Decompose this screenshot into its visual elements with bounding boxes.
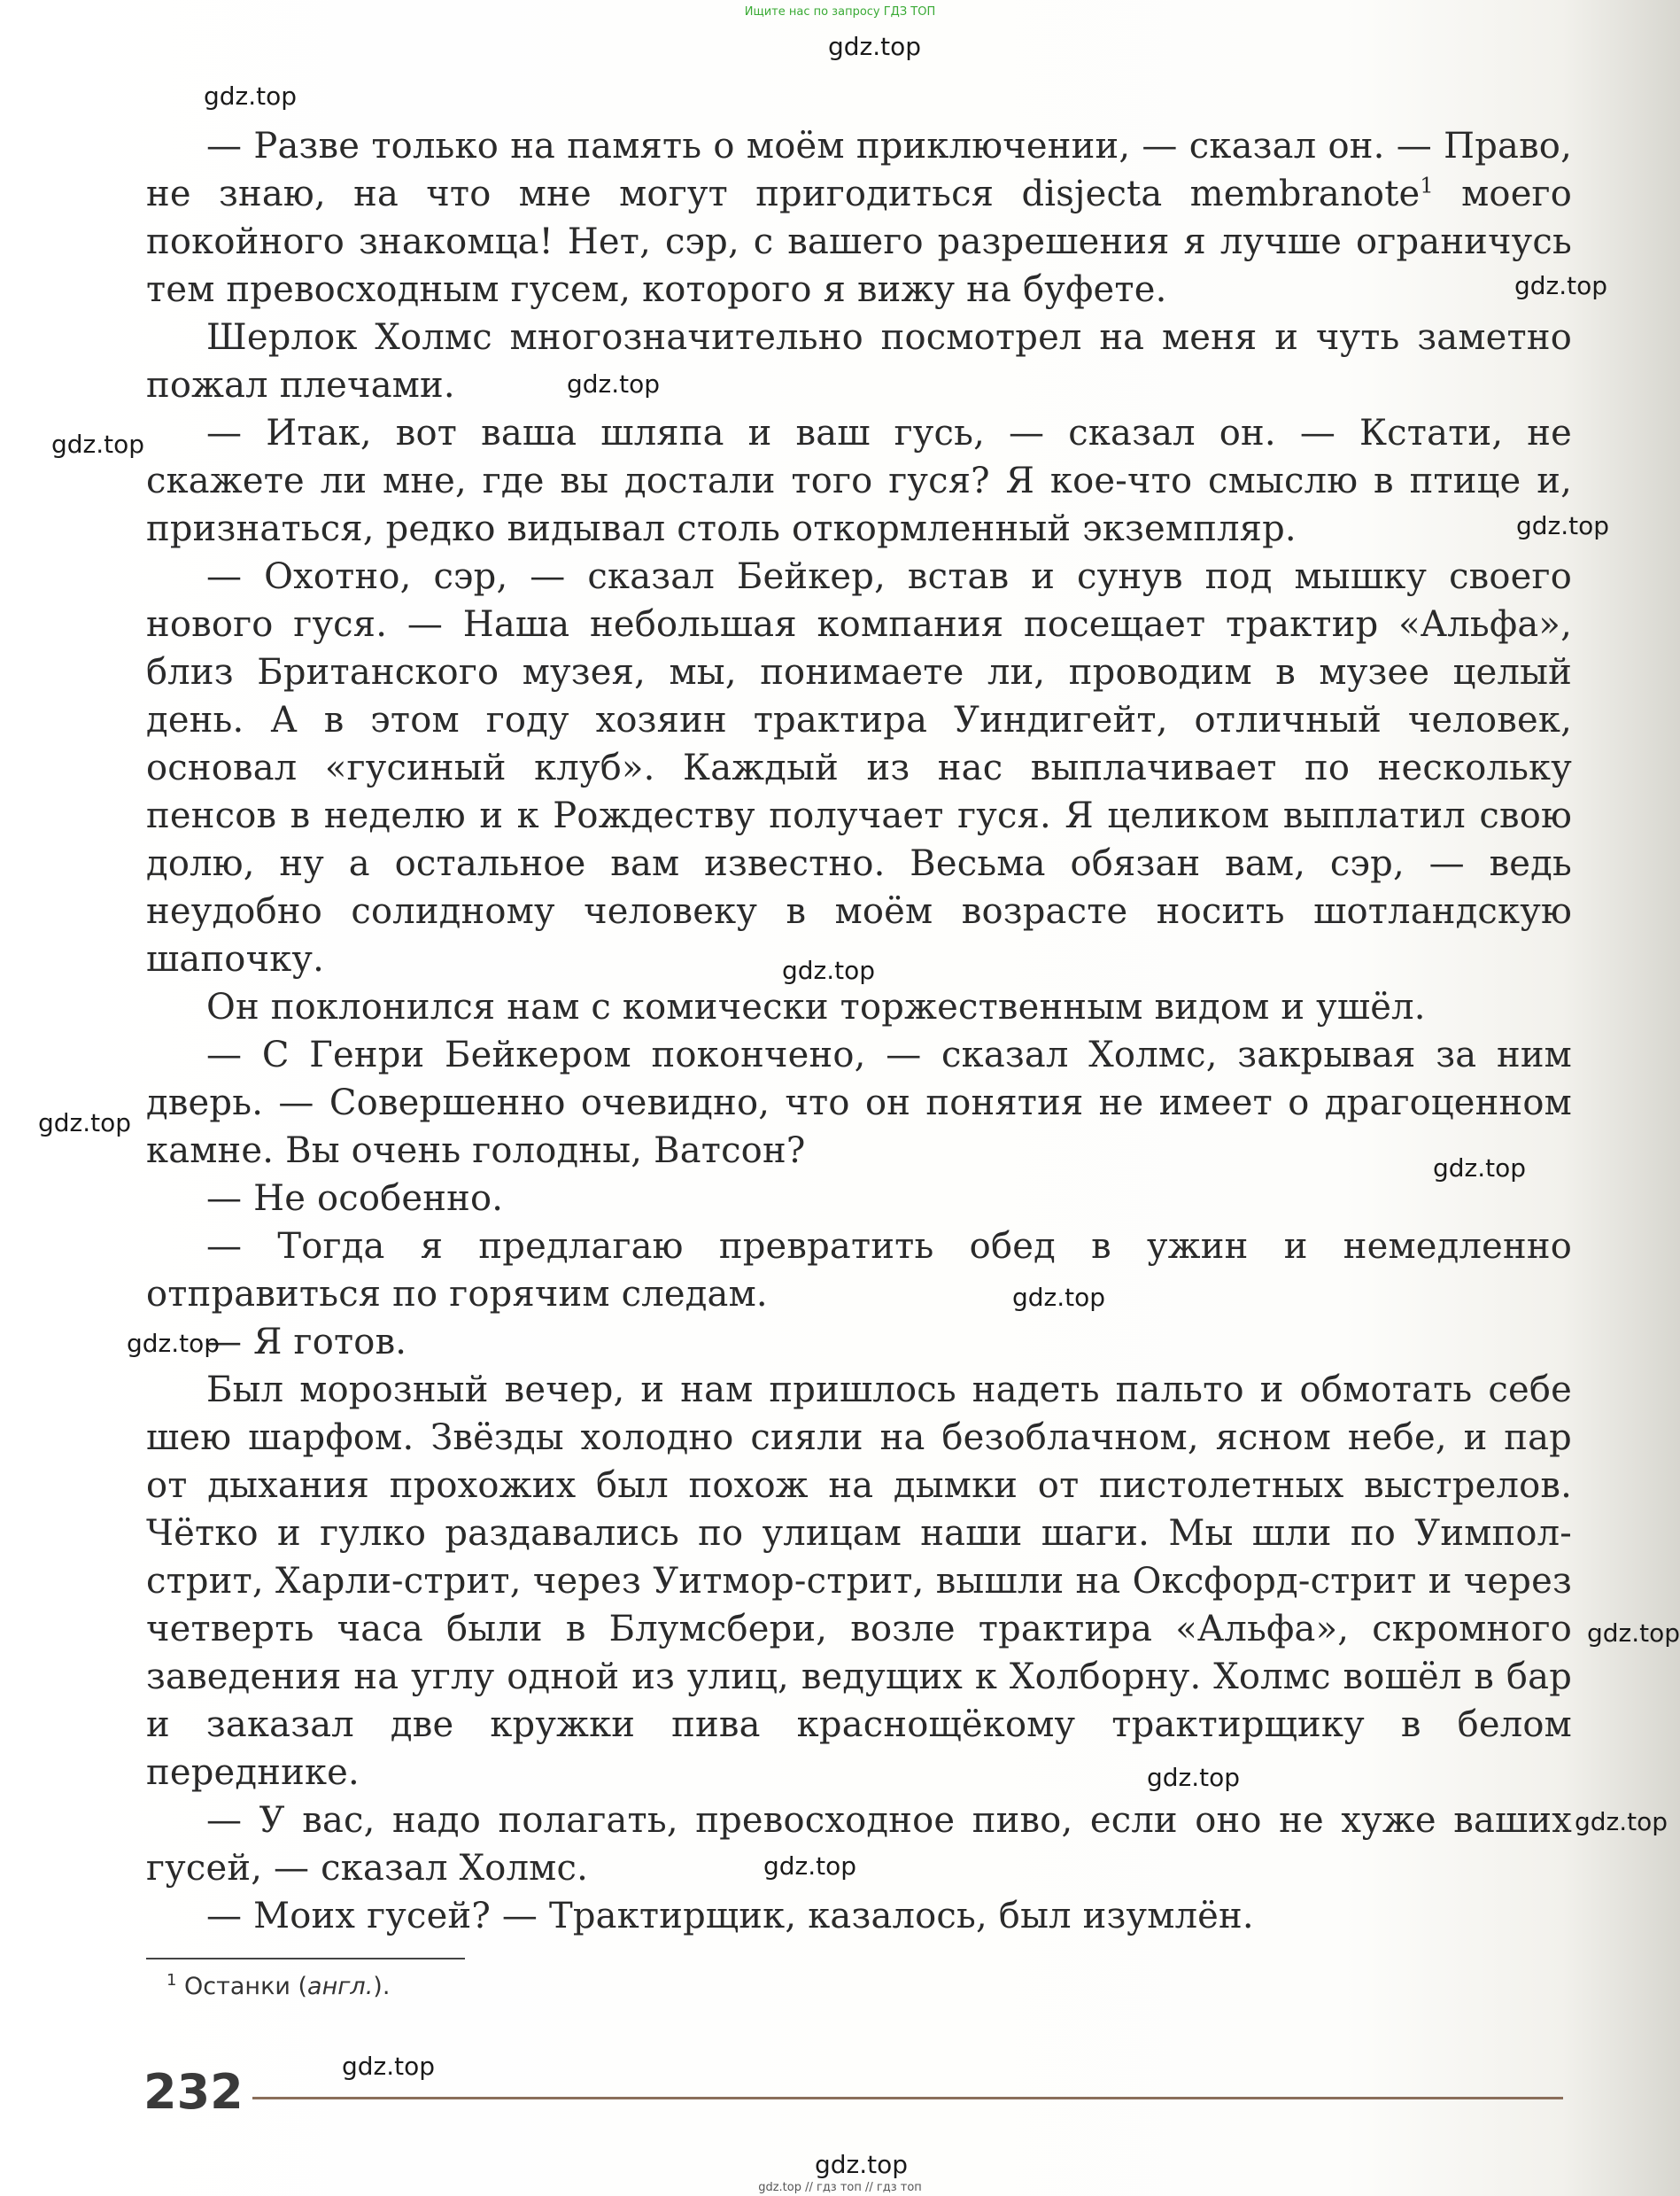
- paragraph: — Я готов.: [206, 1322, 407, 1362]
- watermark: gdz.top: [567, 369, 661, 399]
- paragraph-text: — Разве только на память о моём приключении, — сказал он. — Право, не знаю, на что мне могут пригодиться disjecta membranote: [146, 126, 1572, 214]
- paragraph: [146, 122, 1572, 314]
- watermark: gdz.top: [1575, 1807, 1668, 1836]
- top-banner: Ищите нас по запросу ГДЗ ТОП: [744, 5, 936, 19]
- footnote-mark: 1: [166, 1971, 177, 1990]
- watermark: gdz.top: [1516, 511, 1610, 540]
- paragraph-text-cont: моего покойного знакомца! Нет, сэр, с вашего разрешения я лучше ограничусь тем превосходным гусем, которого я вижу на буфете.: [146, 174, 1572, 310]
- bottom-banner: gdz.top // гдз топ // гдз топ: [758, 2181, 922, 2194]
- footnote-text: Останки (: [184, 1973, 308, 2000]
- paragraph: Был морозный вечер, и нам пришлось надеть пальто и обмотать себе шею шарфом. Звёзды холодно сияли на безоблачном, ясном небе, и пар от дыхания прохожих был похож на дымки от пистолетных выстрелов. Чётко и гулко раздавались по улицам наши шаги. Мы шли по Уимпол-стрит, Харли-стрит, через Уитмор-стрит, вышли на Оксфорд-стрит и через четверть часа были в Блумсбери, возле трактира «Альфа», скромного заведения на углу одной из улиц, ведущих к Холборну. Холмс вошёл в бар и заказал две кружки пива краснощёкому трактирщику в белом переднике.: [146, 1370, 1572, 1793]
- watermark: gdz.top: [38, 1108, 132, 1137]
- page-footer-rule: [252, 2097, 1563, 2099]
- footnote-italic: англ.: [307, 1973, 374, 2000]
- paragraph: Он поклонился нам с комически торжественным видом и ушёл.: [206, 987, 1426, 1028]
- watermark: gdz.top: [782, 956, 876, 985]
- watermark: gdz.top: [828, 32, 922, 61]
- watermark: gdz.top: [763, 1851, 857, 1881]
- paragraph: — С Генри Бейкером покончено, — сказал Холмс, закрывая за ним дверь. — Совершенно очевидно, что он понятия не имеет о драгоценном камне. Вы очень голодны, Ватсон?: [146, 1035, 1572, 1171]
- paragraph: — Тогда я предлагаю превратить обед в ужин и немедленно отправиться по горячим следам.: [146, 1226, 1572, 1315]
- watermark: gdz.top: [204, 81, 298, 111]
- watermark: gdz.top: [127, 1329, 221, 1358]
- watermark: gdz.top: [1514, 271, 1608, 300]
- watermark: gdz.top: [1433, 1153, 1527, 1183]
- story-text: [146, 122, 1572, 1940]
- footnote: [166, 1971, 390, 2000]
- footnote-divider: [146, 1958, 465, 1959]
- paragraph: — Моих гусей? — Трактирщик, казалось, был изумлён.: [206, 1896, 1254, 1936]
- paragraph: — Итак, вот ваша шляпа и ваш гусь, — сказал он. — Кстати, не скажете ли мне, где вы достали того гуся? Я кое-что смыслю в птице и, признаться, редко видывал столь откормленный экземпляр.: [146, 413, 1572, 549]
- watermark: gdz.top: [815, 2150, 909, 2179]
- watermark: gdz.top: [1147, 1763, 1241, 1792]
- watermark: gdz.top: [1012, 1283, 1106, 1312]
- paragraph: — Охотно, сэр, — сказал Бейкер, встав и сунув под мышку своего нового гуся. — Наша небольшая компания посещает трактир «Альфа», близ Британского музея, мы, понимаете ли, проводим в музее целый день. А в этом году хозяин трактира Уиндигейт, отличный человек, основал «гусиный клуб». Каждый из нас выплачивает по нескольку пенсов в неделю и к Рождеству получает гуся. Я целиком выплатил свою долю, ну а остальное вам известно. Весьма обязан вам, сэр, — ведь неудобно солидному человеку в моём возрасте носить шотландскую шапочку.: [146, 556, 1572, 980]
- paragraph: Шерлок Холмс многозначительно посмотрел на меня и чуть заметно пожал плечами.: [146, 317, 1572, 406]
- footnote-close: ).: [373, 1973, 391, 2000]
- watermark: gdz.top: [1587, 1618, 1680, 1648]
- paragraph: — У вас, надо полагать, превосходное пиво, если оно не хуже ваших гусей, — сказал Холмс.: [146, 1800, 1572, 1889]
- paragraph: — Не особенно.: [206, 1178, 504, 1219]
- watermark: gdz.top: [342, 2052, 436, 2081]
- watermark: gdz.top: [51, 430, 145, 459]
- footnote-ref: 1: [1420, 173, 1434, 198]
- page-number: 232: [143, 2064, 244, 2120]
